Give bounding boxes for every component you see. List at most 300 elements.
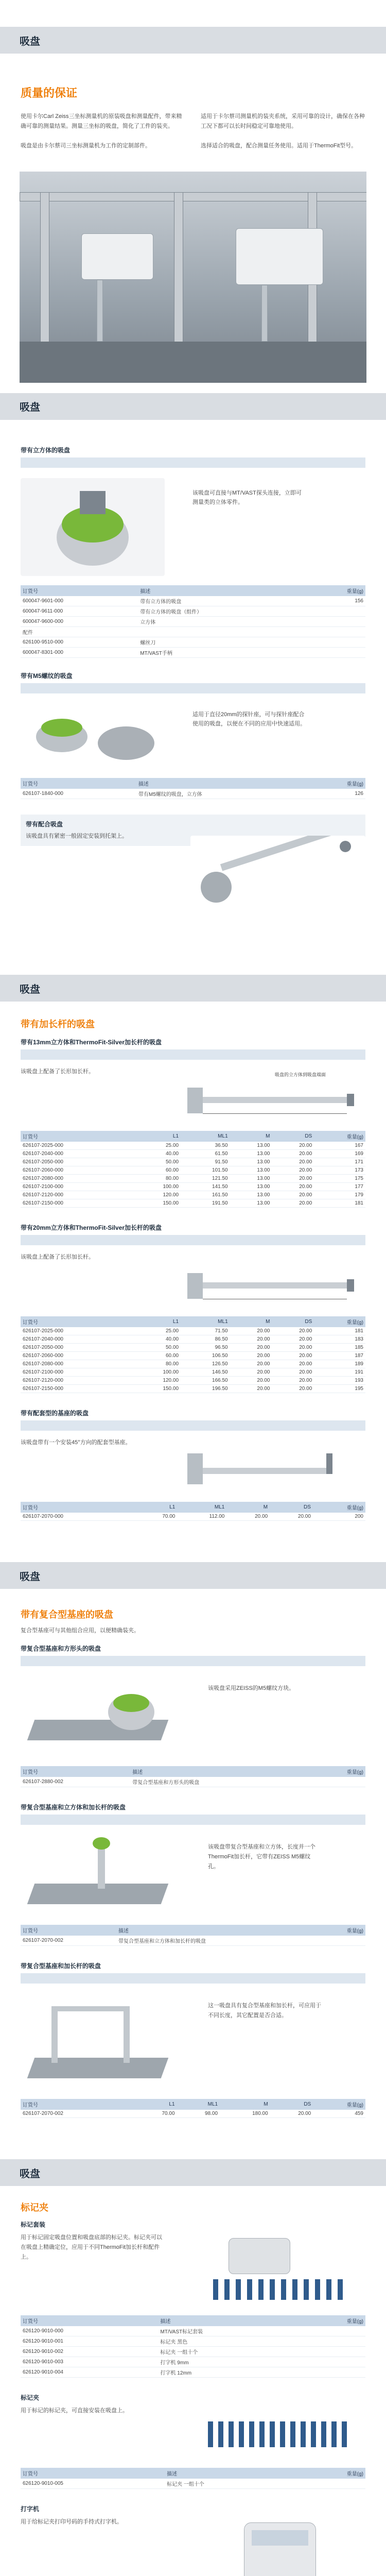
table-cell: 25.00: [131, 1142, 181, 1150]
table-header-cell: L1: [134, 2099, 177, 2110]
table-cell: [311, 606, 365, 616]
table-cell: 螺丝刀: [138, 637, 311, 647]
table-cell: 181: [314, 1199, 365, 1208]
table-cell: 626107-2070-002: [21, 2110, 134, 2118]
table-header-cell: M: [230, 1131, 272, 1142]
table-cell: 20.00: [230, 1352, 272, 1360]
table-cell: 70.00: [134, 2110, 177, 2118]
table-cell: 13.00: [230, 1175, 272, 1183]
table-cell: 20.00: [272, 1158, 314, 1166]
compound-sub2-desc: 该吸盘带复合型基座和立方体，长度并一个ThermoFit加长杆，它带有ZEISS M5螺纹孔。: [208, 1844, 315, 1870]
table-cell: 13.00: [230, 1142, 272, 1150]
table-cell: 标记夹 一组十个: [159, 2347, 302, 2357]
suction-m5-desc: 适用于直径20mm的探针座，可与探针座配合使用的吸盘，以便在不同的应用中快速适用。: [192, 711, 306, 727]
table-cell: 带有M5螺纹的吸盘，立方体: [136, 789, 312, 799]
table-cell: 626107-2025-000: [21, 1327, 131, 1335]
table-cell: 177: [314, 1183, 365, 1191]
table-cell: 13.00: [230, 1191, 272, 1199]
table-row: [21, 1335, 365, 1344]
table-row: [21, 1150, 365, 1158]
section-band-3: [0, 1562, 386, 1589]
table-row: [21, 616, 365, 626]
suction-m5-image: [21, 701, 165, 773]
section-title-2: 吸盘: [20, 984, 40, 995]
table-header-cell: 重量(g): [314, 1316, 365, 1327]
table-header-cell: ML1: [177, 2099, 220, 2110]
table-cell: 40.00: [131, 1335, 181, 1344]
table-row: [21, 1352, 365, 1360]
ext-sub2: 带有20mm立方体和ThermoFit-Silver加长杆的吸盘: [21, 1224, 162, 1232]
ext-3: [0, 1409, 386, 1521]
table-row: [21, 606, 365, 616]
table-cell: 20.00: [272, 1191, 314, 1199]
table-cell: 195: [314, 1385, 365, 1393]
compound-heading: 带有复合型基座的吸盘: [21, 1609, 113, 1620]
suction-holder-image: [190, 836, 365, 913]
col-weight: 重量(g): [299, 2468, 365, 2479]
table-cell: 20.00: [272, 1183, 314, 1191]
table-cell: 20.00: [270, 1513, 313, 1521]
compound-sub2: 带复合型基座和立方体和加长杆的吸盘: [21, 1804, 126, 1811]
table-cell: 86.50: [181, 1335, 230, 1344]
table-cell: 带有立方体的吸盘: [138, 596, 311, 606]
table-cell: [302, 2357, 365, 2367]
table-row: [21, 1327, 365, 1335]
table-cell: 181: [314, 1327, 365, 1335]
table-cell: 40.00: [131, 1150, 181, 1158]
table-cell: 80.00: [131, 1360, 181, 1368]
intro-left-p1: 使用卡尔Carl Zeiss三坐标测量机的原装吸盘和测量配件，带来精确可靠的测量结果。测量三坐标的吸盘，简化了工件的装夹。: [21, 113, 182, 130]
table-cell: [138, 626, 311, 637]
table-cell: 189: [314, 1360, 365, 1368]
section-title-1: 吸盘: [20, 402, 40, 414]
table-cell: 626107-2150-000: [21, 1385, 131, 1393]
table-cell: 626107-2060-000: [21, 1166, 131, 1175]
intro-left: [21, 112, 185, 160]
labels-sub1-desc: 用于标记固定吸盘位置和吸盘底部的标记夹。标记夹可以在吸盘上精确定位，应用于不同ThermoFit加长杆和配件上。: [21, 2234, 162, 2260]
compound-lead: 复合型基座可与其他组合应用，以便精确装夹。: [21, 1628, 139, 1634]
table-row: [21, 2336, 365, 2347]
table-cell: 101.50: [181, 1166, 230, 1175]
suction-basic-table: [21, 585, 365, 658]
table-cell: [321, 1936, 365, 1946]
compound-table-2: [21, 1925, 365, 1946]
table-cell: 50.00: [131, 1158, 181, 1166]
table-header-cell: L1: [131, 1131, 181, 1142]
table-cell: MT/VAST标记套装: [159, 2326, 302, 2336]
table-row: [21, 1158, 365, 1166]
ext-sub3-bar: [21, 1420, 365, 1431]
table-header-cell: DS: [270, 2099, 313, 2110]
table-cell: 20.00: [272, 1166, 314, 1175]
table-cell: 600047-9611-000: [21, 606, 138, 616]
section-title-4: 吸盘: [20, 2168, 40, 2180]
table-row: [21, 1142, 365, 1150]
table-cell: 36.50: [181, 1142, 230, 1150]
table-cell: 166.50: [181, 1377, 230, 1385]
col-weight: 重量(g): [302, 2315, 365, 2326]
table-cell: 120.00: [131, 1377, 181, 1385]
compound: [0, 1607, 386, 1787]
table-cell: 打字机 9mm: [159, 2357, 302, 2367]
intro-columns: [21, 112, 365, 160]
labels-sub1: 标记套装: [21, 2221, 46, 2229]
table-cell: MT/VAST手柄: [138, 647, 311, 657]
labels-sub3-desc: 用于给标记夹打印号码的手持式打字机。: [21, 2519, 122, 2526]
table-cell: 20.00: [272, 1368, 314, 1377]
suction-holder-desc: 该吸盘具有紧密一般固定安装到托架上。: [26, 833, 128, 839]
compound-table-3: [21, 2099, 365, 2118]
table-row: [21, 1183, 365, 1191]
table-cell: 126: [312, 789, 365, 799]
table-cell: 191.50: [181, 1199, 230, 1208]
table-cell: 200: [313, 1513, 365, 1521]
table-cell: 169: [314, 1150, 365, 1158]
col-order-no: 订货号: [21, 2468, 165, 2479]
suction-holder-title: 带有配合吸盘: [26, 820, 63, 828]
ext-sub2-bar: [21, 1235, 365, 1245]
table-cell: 71.50: [181, 1327, 230, 1335]
table-row: [21, 1166, 365, 1175]
section-title-3: 吸盘: [20, 1571, 40, 1583]
hero-image: [20, 172, 366, 383]
table-cell: 13.00: [230, 1166, 272, 1175]
table-cell: 156: [311, 596, 365, 606]
table-row: [21, 2367, 365, 2378]
table-cell: 20.00: [272, 1360, 314, 1368]
table-row: [21, 1368, 365, 1377]
suction-basic-desc: 该吸盘可直接与MT/VAST探头连接，立即可测量类的立体零件。: [192, 489, 302, 506]
table-header-cell: DS: [270, 1502, 313, 1513]
table-cell: 626107-2070-002: [21, 1936, 116, 1946]
suction-basic-title: 带有立方体的吸盘: [21, 446, 71, 454]
table-cell: 25.00: [131, 1327, 181, 1335]
table-header-cell: 订货号: [21, 1131, 131, 1142]
table-row: [21, 647, 365, 657]
table-cell: 13.00: [230, 1183, 272, 1191]
table-row: [21, 1191, 365, 1199]
table-row: [21, 2479, 365, 2489]
table-header-cell: 订货号: [21, 1502, 134, 1513]
table-cell: 带复合型基座和立方体和加长杆的吸盘: [116, 1936, 312, 1946]
intro-right-p1: 适用于卡尔蔡司测量机的装夹系统，采用可靠的设计，确保在各种工况下都可以长时间稳定可靠地使用。: [201, 113, 365, 130]
section-band-4: [0, 2159, 386, 2186]
table-cell: 20.00: [230, 1368, 272, 1377]
table-row: [21, 2110, 365, 2118]
table-row: [21, 626, 365, 637]
table-cell: 626120-9010-005: [21, 2479, 165, 2489]
table-row: [21, 1199, 365, 1208]
table-cell: 配件: [21, 626, 138, 637]
col-weight: 重量(g): [312, 778, 365, 789]
table-cell: 600047-8301-000: [21, 647, 138, 657]
table-cell: 626107-2120-000: [21, 1191, 131, 1199]
table-cell: 626107-2080-000: [21, 1175, 131, 1183]
table-cell: 626120-9010-004: [21, 2367, 159, 2378]
table-cell: 96.50: [181, 1344, 230, 1352]
table-cell: 100.00: [131, 1183, 181, 1191]
table-header-cell: ML1: [181, 1131, 230, 1142]
table-cell: 626120-9010-001: [21, 2336, 159, 2347]
table-cell: 91.50: [181, 1158, 230, 1166]
table-cell: 626107-2120-000: [21, 1377, 131, 1385]
table-cell: [311, 637, 365, 647]
table-cell: 20.00: [270, 2110, 313, 2118]
table-cell: 626107-2150-000: [21, 1199, 131, 1208]
table-cell: 20.00: [230, 1335, 272, 1344]
suction-basic-bar: [21, 457, 365, 468]
table-cell: 626120-9010-000: [21, 2326, 159, 2336]
table-cell: 20.00: [272, 1327, 314, 1335]
table-cell: 175: [314, 1175, 365, 1183]
table-cell: 626107-1840-000: [21, 789, 136, 799]
col-weight: 重量(g): [321, 1925, 365, 1936]
labels-sub2-desc: 用于标记的标记夹，可直接安装在吸盘上。: [21, 2408, 128, 2414]
compound-sub1-desc: 该吸盘采用ZEISS的M5螺纹方块。: [208, 1685, 295, 1692]
table-row: [21, 1344, 365, 1352]
table-row: [21, 596, 365, 606]
table-header-cell: L1: [134, 1502, 178, 1513]
table-row: [21, 2357, 365, 2367]
table-cell: 20.00: [230, 1327, 272, 1335]
table-cell: 20.00: [272, 1142, 314, 1150]
table-cell: 626107-2100-000: [21, 1368, 131, 1377]
table-cell: 171: [314, 1158, 365, 1166]
table-header-cell: M: [230, 1316, 272, 1327]
ext-table-1: [21, 1131, 365, 1208]
compound-2: [0, 1803, 386, 1946]
table-cell: 20.00: [230, 1360, 272, 1368]
col-order-no: 订货号: [21, 1925, 116, 1936]
ext-sub1: 带有13mm立方体和ThermoFit-Silver加长杆的吸盘: [21, 1039, 162, 1046]
ext-sub1-diagram: [177, 1067, 362, 1124]
suction-m5-table: [21, 778, 365, 799]
table-cell: 196.50: [181, 1385, 230, 1393]
ext-label-top: 吸盘的立方体到吸盘端面: [275, 1072, 326, 1078]
table-cell: 80.00: [131, 1175, 181, 1183]
table-cell: 626107-2040-000: [21, 1335, 131, 1344]
suction-holder: [0, 815, 386, 913]
table-cell: 626120-9010-003: [21, 2357, 159, 2367]
page-header: [0, 27, 386, 54]
page-title: 吸盘: [20, 36, 40, 47]
table-cell: 600047-9600-000: [21, 616, 138, 626]
table-cell: 121.50: [181, 1175, 230, 1183]
table-cell: 626100-9510-000: [21, 637, 138, 647]
ext-table-2: [21, 1316, 365, 1393]
compound-sub1-image: [21, 1673, 175, 1761]
ext-sub2-diagram: [177, 1252, 362, 1309]
labels: [0, 2200, 386, 2378]
ext-heading: 带有加长杆的吸盘: [21, 1019, 95, 1030]
table-header-cell: 重量(g): [313, 2099, 365, 2110]
table-cell: 626107-2060-000: [21, 1352, 131, 1360]
table-cell: 161.50: [181, 1191, 230, 1199]
labels-sub1-image: [198, 2233, 362, 2310]
table-cell: [311, 626, 365, 637]
table-cell: 20.00: [272, 1377, 314, 1385]
labels-sub3: 打字机: [21, 2505, 40, 2513]
ext-sub3: 带有配套型的基座的吸盘: [21, 1410, 89, 1417]
table-cell: 20.00: [230, 1385, 272, 1393]
ext-2: [0, 1223, 386, 1393]
table-row: [21, 1777, 365, 1787]
table-cell: 626107-2050-000: [21, 1344, 131, 1352]
table-cell: [311, 647, 365, 657]
table-cell: 20.00: [272, 1344, 314, 1352]
col-desc: 描述: [159, 2315, 302, 2326]
ext-sub3-desc: 该吸盘带有一个安装45°方向的配套型基座。: [21, 1439, 131, 1446]
table-cell: 185: [314, 1344, 365, 1352]
table-cell: 146.50: [181, 1368, 230, 1377]
table-cell: 626120-9010-002: [21, 2347, 159, 2357]
compound-3: [0, 1961, 386, 2118]
labels-3: [0, 2504, 386, 2576]
table-cell: 20.00: [272, 1335, 314, 1344]
table-cell: [314, 1777, 365, 1787]
ext: [0, 1017, 386, 1208]
table-cell: 173: [314, 1166, 365, 1175]
table-cell: 626107-2880-002: [21, 1777, 130, 1787]
compound-sub2-bar: [21, 1815, 365, 1825]
table-cell: 626107-2050-000: [21, 1158, 131, 1166]
compound-sub1-bar: [21, 1656, 365, 1666]
table-cell: 193: [314, 1377, 365, 1385]
col-desc: 描述: [130, 1766, 304, 1777]
col-order-no: 订货号: [21, 585, 138, 596]
table-header-cell: ML1: [177, 1502, 226, 1513]
table-row: [21, 1377, 365, 1385]
table-cell: [312, 1936, 321, 1946]
table-cell: 106.50: [181, 1352, 230, 1360]
table-cell: [302, 2336, 365, 2347]
table-cell: 98.00: [177, 2110, 220, 2118]
table-header-cell: DS: [272, 1316, 314, 1327]
table-row: [21, 1360, 365, 1368]
table-cell: 70.00: [134, 1513, 178, 1521]
table-row: [21, 789, 365, 799]
table-cell: 191: [314, 1368, 365, 1377]
table-cell: 13.00: [230, 1150, 272, 1158]
table-cell: [305, 1777, 315, 1787]
col-weight: 重量(g): [311, 585, 365, 596]
labels-table-2: [21, 2468, 365, 2489]
labels-sub2: 标记夹: [21, 2394, 40, 2402]
compound-table-1: [21, 1766, 365, 1787]
table-cell: 20.00: [272, 1385, 314, 1393]
table-header-cell: M: [220, 2099, 270, 2110]
table-cell: 626107-2040-000: [21, 1150, 131, 1158]
ext-sub1-desc: 该吸盘上配备了长形加长杆。: [21, 1069, 94, 1075]
table-header-cell: 重量(g): [313, 1502, 365, 1513]
table-header-cell: 重量(g): [314, 1131, 365, 1142]
ext-sub1-bar: [21, 1049, 365, 1060]
col-order-no: 订货号: [21, 2315, 159, 2326]
col-order-no: 订货号: [21, 778, 136, 789]
table-cell: 60.00: [131, 1352, 181, 1360]
table-header-cell: 订货号: [21, 1316, 131, 1327]
intro-right: [201, 112, 365, 160]
intro: [0, 54, 386, 160]
compound-sub3: 带复合型基座和加长杆的吸盘: [21, 1962, 101, 1970]
table-row: [21, 2326, 365, 2336]
suction-basic: [0, 446, 386, 658]
suction-m5-title: 带有M5螺纹的吸盘: [21, 672, 73, 680]
table-cell: [302, 2367, 365, 2378]
table-cell: 600047-9601-000: [21, 596, 138, 606]
table-cell: [299, 2479, 365, 2489]
table-cell: 50.00: [131, 1344, 181, 1352]
table-row: [21, 637, 365, 647]
table-cell: 167: [314, 1142, 365, 1150]
table-cell: 626107-2100-000: [21, 1183, 131, 1191]
labels-sub2-image: [198, 2406, 362, 2463]
table-cell: 150.00: [131, 1385, 181, 1393]
labels-heading: 标记夹: [21, 2202, 48, 2213]
table-cell: 126.50: [181, 1360, 230, 1368]
table-row: [21, 1936, 365, 1946]
col-weight: 重量(g): [314, 1766, 365, 1777]
table-cell: 20.00: [272, 1150, 314, 1158]
table-cell: 112.00: [177, 1513, 226, 1521]
table-cell: 60.00: [131, 1166, 181, 1175]
table-cell: 183: [314, 1335, 365, 1344]
table-header-cell: ML1: [181, 1316, 230, 1327]
table-cell: 13.00: [230, 1199, 272, 1208]
suction-m5: [0, 671, 386, 799]
col-order-no: 订货号: [21, 1766, 130, 1777]
table-row: [21, 1385, 365, 1393]
table-cell: 打字机 12mm: [159, 2367, 302, 2378]
table-cell: 标记夹 黑色: [159, 2336, 302, 2347]
suction-basic-image: [21, 478, 165, 576]
table-cell: 标记夹 一组十个: [165, 2479, 299, 2489]
table-cell: [311, 616, 365, 626]
table-cell: 20.00: [230, 1377, 272, 1385]
table-cell: 626107-2025-000: [21, 1142, 131, 1150]
table-header-cell: 订货号: [21, 2099, 134, 2110]
table-cell: 141.50: [181, 1183, 230, 1191]
table-cell: 187: [314, 1352, 365, 1360]
table-cell: 61.50: [181, 1150, 230, 1158]
table-cell: 626107-2070-000: [21, 1513, 134, 1521]
section-band-1: [0, 393, 386, 420]
compound-sub1: 带复合型基座和方形头的吸盘: [21, 1645, 101, 1653]
table-cell: 20.00: [226, 1513, 270, 1521]
table-cell: 13.00: [230, 1158, 272, 1166]
suction-m5-bar: [21, 683, 365, 693]
table-cell: 626107-2080-000: [21, 1360, 131, 1368]
table-cell: 20.00: [230, 1344, 272, 1352]
ext-sub2-desc: 该吸盘上配备了长形加长杆。: [21, 1254, 94, 1261]
table-cell: 180.00: [220, 2110, 270, 2118]
compound-sub3-bar: [21, 1973, 365, 1984]
table-cell: [302, 2326, 365, 2336]
compound-sub3-image: [21, 1991, 175, 2094]
ext-sub3-diagram: [177, 1438, 362, 1495]
table-cell: 带复合型基座和方形头的吸盘: [130, 1777, 304, 1787]
compound-sub2-image: [21, 1832, 175, 1920]
labels-2: [0, 2393, 386, 2489]
table-row: [21, 1513, 365, 1521]
labels-sub3-image: [198, 2517, 362, 2576]
table-header-cell: M: [226, 1502, 270, 1513]
intro-right-p2: 选择适合的吸盘，配合测量任务使用。适用于ThermoFit型号。: [201, 142, 357, 149]
table-cell: 20.00: [272, 1175, 314, 1183]
section-band-2: [0, 975, 386, 1002]
col-desc: 描述: [165, 2468, 299, 2479]
table-cell: 150.00: [131, 1199, 181, 1208]
